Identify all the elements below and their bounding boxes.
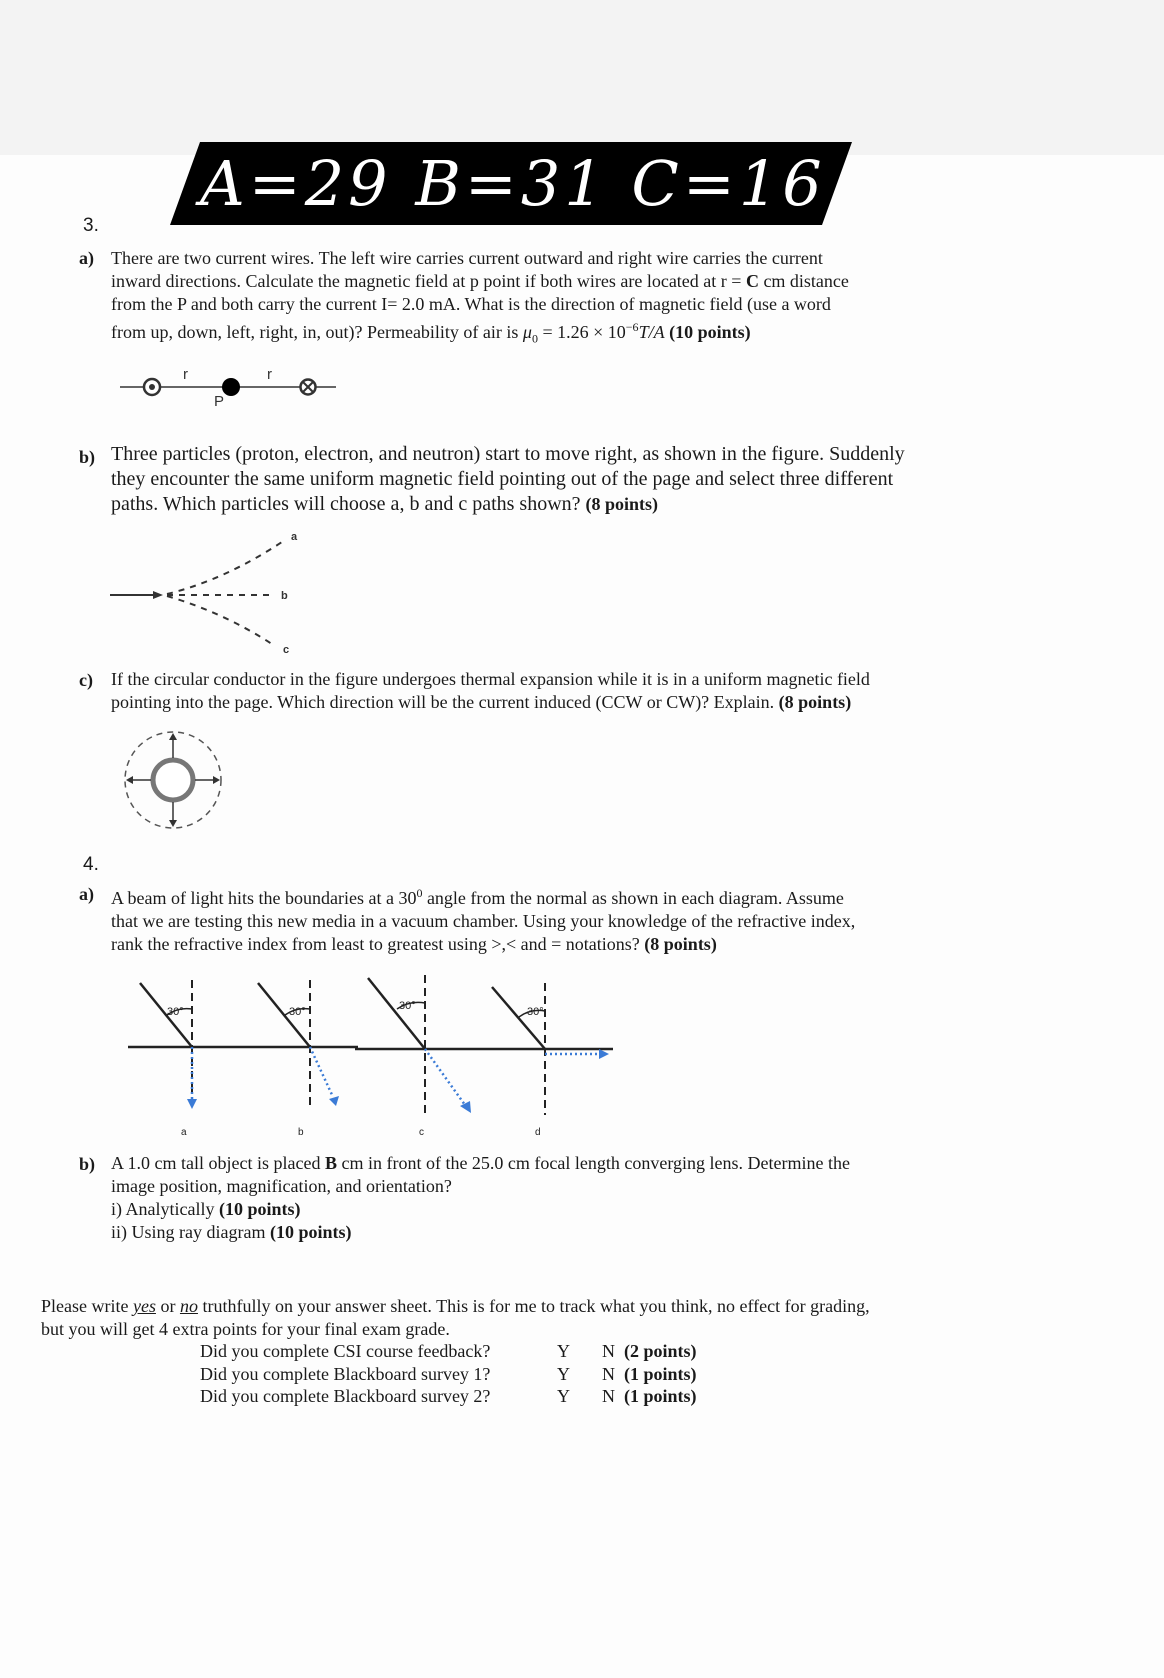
q3a-label: a) (79, 248, 94, 268)
conductor-ring (153, 760, 193, 800)
q3a-line-1: There are two current wires. The left wire carries current outward and right wire carries the current (111, 248, 823, 268)
p-label: P (214, 393, 225, 410)
yes-word: yes (132, 1296, 156, 1316)
no-option: N (602, 1363, 615, 1384)
diagram-letter-a: a (181, 1127, 187, 1138)
b-variable: B (324, 1153, 337, 1173)
q3c-label: c) (79, 670, 93, 690)
left-wire-dot (149, 384, 155, 390)
path-c-label: c (283, 644, 290, 656)
q3a-text (111, 247, 1111, 351)
diagram-c (368, 975, 471, 1138)
top-margin (0, 0, 1164, 155)
q4a-line-3: rank the refractive index from least to greatest using >,< and = notations? (8 points) (111, 934, 717, 954)
r-label-right: r (267, 366, 272, 383)
diagram-b (258, 980, 339, 1138)
q3b-line-3: paths. Which particles will choose a, b and c paths shown? (8 points) (111, 493, 659, 515)
q4b-line-1: A 1.0 cm tall object is placed B cm in front of the 25.0 cm focal length converging lens. Determine the (111, 1153, 850, 1173)
q4b-text (111, 1152, 1121, 1244)
expanding-ring-figure (118, 728, 228, 832)
wires-figure (110, 362, 350, 412)
q4a-label: a) (79, 884, 94, 904)
q3b-label: b) (79, 447, 96, 467)
angle-label-a: 30° (167, 1006, 184, 1018)
diagram-d (492, 983, 609, 1138)
path-a (167, 540, 285, 594)
q3a-line-2: inward directions. Calculate the magnetic field at p point if both wires are located at r = C cm distance (111, 271, 849, 291)
q3c-line-2: pointing into the page. Which direction will be the current induced (CCW or CW)? Explain. (8 points) (111, 692, 852, 712)
no-word: no (179, 1296, 198, 1316)
path-a-label: a (291, 531, 298, 543)
survey-line-2: but you will get 4 extra points for your final exam grade. (41, 1318, 450, 1339)
question-4-number: 4. (83, 854, 99, 875)
path-c (167, 596, 275, 646)
question-3-number: 3. (83, 215, 99, 236)
yes-option: Y (557, 1341, 570, 1361)
particle-paths-figure (105, 528, 315, 663)
diagram-letter-d: d (535, 1127, 541, 1138)
angle-label-d: 30° (527, 1006, 544, 1018)
survey-line-1: Please write yes or no truthfully on your answer sheet. This is for me to track what you think, no effect for grading, (41, 1296, 870, 1316)
diagram-a (140, 980, 197, 1138)
q3c-text (111, 668, 1121, 714)
yes-option: Y (557, 1363, 570, 1384)
survey-intro (41, 1295, 1141, 1340)
path-b-label: b (281, 590, 288, 602)
q4a-line-2: that we are testing this new media in a vacuum chamber. Using your knowledge of the refractive index, (111, 911, 856, 931)
point-p (222, 378, 240, 396)
q3b-line-2: they encounter the same uniform magnetic field pointing out of the page and select three different (111, 468, 894, 490)
q3a-line-3: from the P and both carry the current I= 2.0 mA. What is the direction of magnetic field (use a word (111, 294, 831, 314)
q3b-line-1: Three particles (proton, electron, and neutron) start to move right, as shown in the figure. Suddenly (111, 443, 905, 465)
q4a-text (111, 882, 1121, 956)
q3b-text (111, 442, 1121, 517)
q4b-line-2: image position, magnification, and orientation? (111, 1176, 452, 1196)
q4b-part-ii: ii) Using ray diagram (10 points) (111, 1222, 352, 1242)
banner-text: A=29 B=31 C=16 (200, 147, 826, 220)
r-label-left: r (183, 366, 188, 383)
q4a-line-1: A beam of light hits the boundaries at a $30^0$ angle from the normal as shown in each diagram. Assume (111, 886, 844, 908)
yes-option: Y (557, 1386, 570, 1406)
q3a-line-4: from up, down, left, right, in, out)? Permeability of air is $\mu_0 = 1.26 \times 10^{-6}T/A$ (10 points) (111, 320, 751, 346)
diagram-letter-c: c (419, 1127, 424, 1138)
q4b-label: b) (79, 1154, 96, 1174)
variables-banner (170, 142, 852, 225)
no-option: N (602, 1386, 615, 1406)
q3c-line-1: If the circular conductor in the figure undergoes thermal expansion while it is in a uniform magnetic field (111, 669, 870, 689)
q4b-part-i: i) Analytically (10 points) (111, 1199, 301, 1219)
diagram-letter-b: b (298, 1127, 304, 1138)
no-option: N (602, 1341, 615, 1361)
c-variable: C (745, 271, 759, 291)
refraction-diagrams-figure (125, 965, 625, 1140)
angle-label-c: 30° (399, 1000, 416, 1012)
angle-label-b: 30° (289, 1006, 306, 1018)
